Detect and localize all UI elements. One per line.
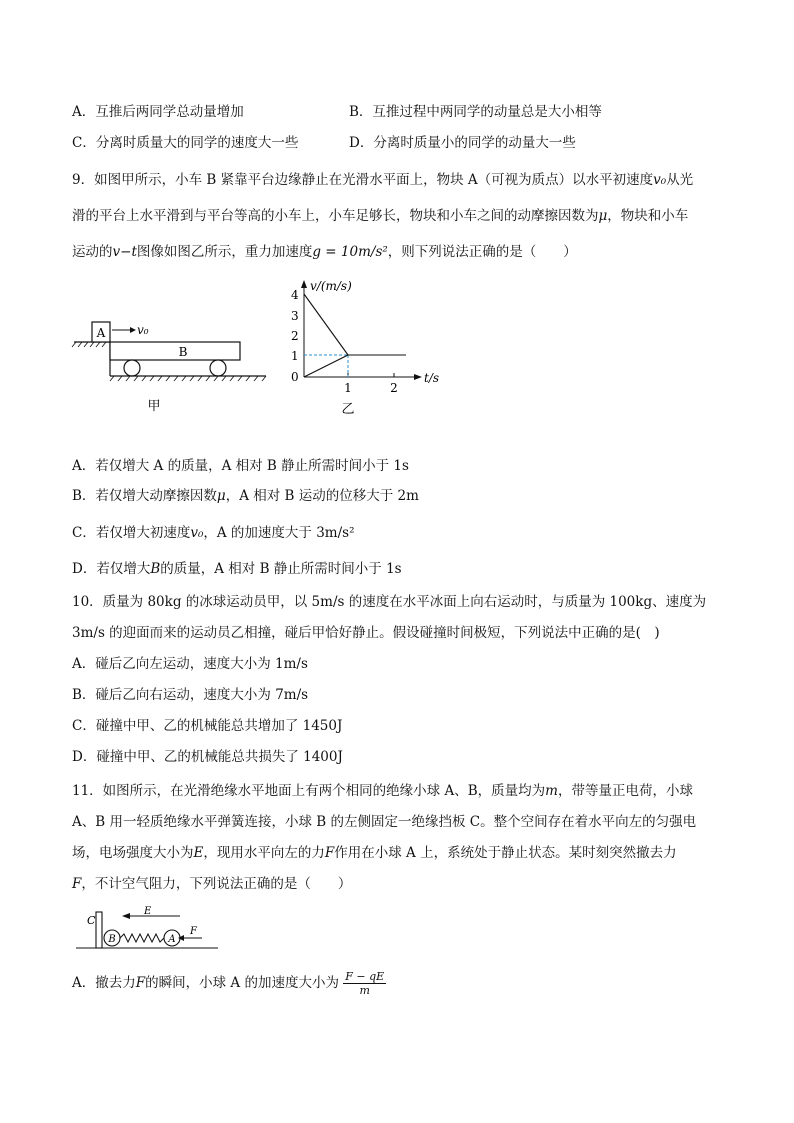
q8-option-a: A．互推后两同学总动量增加 <box>72 104 244 120</box>
q9-symbol-v0: v₀ <box>653 172 667 188</box>
fig-q11-label-c: C <box>87 914 96 927</box>
q11-stem-line2: A、B 用一轻质绝缘水平弹簧连接，小球 B 的左侧固定一绝缘挡板 C。整个空间存在着水平向左的匀强电 <box>72 814 697 830</box>
fig-yi-line-a <box>304 294 348 355</box>
q11-symbol-f: F <box>72 876 82 892</box>
q11-text: A．撤去力 <box>72 975 136 991</box>
figure-jia <box>70 310 270 420</box>
fig-yi-ytick-4: 4 <box>291 288 299 302</box>
q11-symbol-f: F <box>135 975 146 991</box>
q9-text: 从光 <box>666 172 694 188</box>
fig-yi-ytick-1: 1 <box>291 349 299 363</box>
fig-q11-label-e: E <box>144 906 152 917</box>
q10-option-a: A．碰后乙向左运动，速度大小为 1m/s <box>72 656 308 672</box>
q9-text: 图像如图乙所示，重力加速度 <box>136 244 313 260</box>
fig-yi-xtick-1: 1 <box>344 381 352 395</box>
q11-stem-line3 <box>72 843 677 863</box>
fig-yi-ytick-3: 3 <box>291 309 299 323</box>
q9-stem-line1 <box>72 170 693 190</box>
q9-stem-line3 <box>72 242 577 262</box>
q9-text: 的质量，A 相对 B 静止所需时间小于 1s <box>160 561 402 577</box>
q8-option-b: B．互推过程中两同学的动量总是大小相等 <box>349 104 602 120</box>
q9-text: ，A 相对 B 运动的位移大于 2m <box>225 488 419 504</box>
q9-text: ，A 的加速度大于 3m/s² <box>203 525 355 541</box>
fig-jia-label-a: A <box>96 326 106 340</box>
q11-fraction-numerator: F − qE <box>345 970 385 983</box>
q9-text: D．若仅增大 <box>72 561 151 577</box>
q11-text: ，带等量正电荷，小球 <box>557 783 693 799</box>
q8-option-d: D．分离时质量小的同学的动量大一些 <box>349 135 576 151</box>
q11-stem-line4 <box>72 874 351 894</box>
fig-yi-ytick-2: 2 <box>291 329 299 343</box>
q9-symbol-b: B <box>150 561 161 577</box>
q9-text: 9．如图甲所示，小车 B 紧靠平台边缘静止在光滑水平面上，物块 A（可视为质点）以水平初速度 <box>72 172 654 188</box>
fig-yi-xtick-2: 2 <box>390 381 398 395</box>
fig-jia-label-b: B <box>178 345 188 359</box>
q9-text: 滑的平台上水平滑到与平台等高的小车上，小车足够长，物块和小车之间的动摩擦因数为 <box>72 208 599 224</box>
q11-text: 场，电场强度大小为 <box>72 845 194 861</box>
fig-q11-label-f: F <box>190 926 197 937</box>
q8-option-c: C．分离时质量大的同学的速度大一些 <box>72 135 299 151</box>
q9-text: ，则下列说法正确的是（ ） <box>387 244 577 260</box>
figure-q11 <box>76 904 226 954</box>
q11-fraction <box>343 970 386 997</box>
q10-option-c: C．碰撞中甲、乙的机械能总共增加了 1450J <box>72 718 343 734</box>
fig-yi-caption: 乙 <box>341 402 355 416</box>
q9-gravity: g = 10m/s² <box>312 244 388 260</box>
q11-symbol-f: F <box>324 845 335 861</box>
q10-stem-line1: 10．质量为 80kg 的冰球运动员甲，以 5m/s 的速度在水平冰面上向右运动时，与质量为 100kg、速度为 <box>72 594 707 610</box>
fig-yi-origin: 0 <box>291 370 299 384</box>
q11-text: 11．如图所示，在光滑绝缘水平地面上有两个相同的绝缘小球 A、B，质量均为 <box>72 783 546 799</box>
q11-text: ，现用水平向左的力 <box>203 845 325 861</box>
q11-text: 的瞬间，小球 A 的加速度大小为 <box>145 975 339 991</box>
q10-stem-line2: 3m/s 的迎面而来的运动员乙相撞，碰后甲恰好静止。假设碰撞时间极短，下列说法中正确的是( ) <box>72 625 660 641</box>
fig-jia-caption: 甲 <box>147 399 161 414</box>
q9-option-a: A．若仅增大 A 的质量，A 相对 B 静止所需时间小于 1s <box>72 458 409 474</box>
q10-option-b: B．碰后乙向右运动，速度大小为 7m/s <box>72 687 309 703</box>
q9-symbol-mu: μ <box>598 208 608 224</box>
q9-stem-line2 <box>72 206 688 226</box>
q9-text: C．若仅增大初速度 <box>72 525 191 541</box>
q11-fraction-denominator: m <box>359 984 370 997</box>
fig-yi-ylabel: v/(m/s) <box>310 279 352 293</box>
q11-stem-line1 <box>72 781 693 801</box>
q9-option-c <box>72 523 355 543</box>
fig-jia-label-v0: v₀ <box>137 323 149 337</box>
fig-q11-label-a: A <box>168 934 176 945</box>
q11-symbol-e: E <box>193 845 204 861</box>
q9-option-b <box>72 486 419 506</box>
q9-symbol-vt: v−t <box>112 244 137 260</box>
q11-option-a <box>72 970 386 997</box>
q11-text: 作用在小球 A 上，系统处于静止状态。某时刻突然撤去力 <box>334 845 677 861</box>
q11-text: ，不计空气阻力，下列说法正确的是（ ） <box>81 876 352 892</box>
q9-option-d <box>72 559 402 579</box>
q9-text: ，物块和小车 <box>607 208 689 224</box>
figure-yi <box>284 276 454 416</box>
q10-option-d: D．碰撞中甲、乙的机械能总共损失了 1400J <box>72 749 343 765</box>
q9-symbol-v0: v₀ <box>190 525 204 541</box>
q9-symbol-mu: μ <box>216 488 226 504</box>
q9-text: B．若仅增大动摩擦因数 <box>72 488 217 504</box>
fig-yi-line-b <box>304 355 348 377</box>
fig-yi-xlabel: t/s <box>424 371 440 385</box>
q11-symbol-m: m <box>545 783 558 799</box>
q9-text: 运动的 <box>72 244 113 260</box>
fig-q11-label-b: B <box>108 934 116 945</box>
